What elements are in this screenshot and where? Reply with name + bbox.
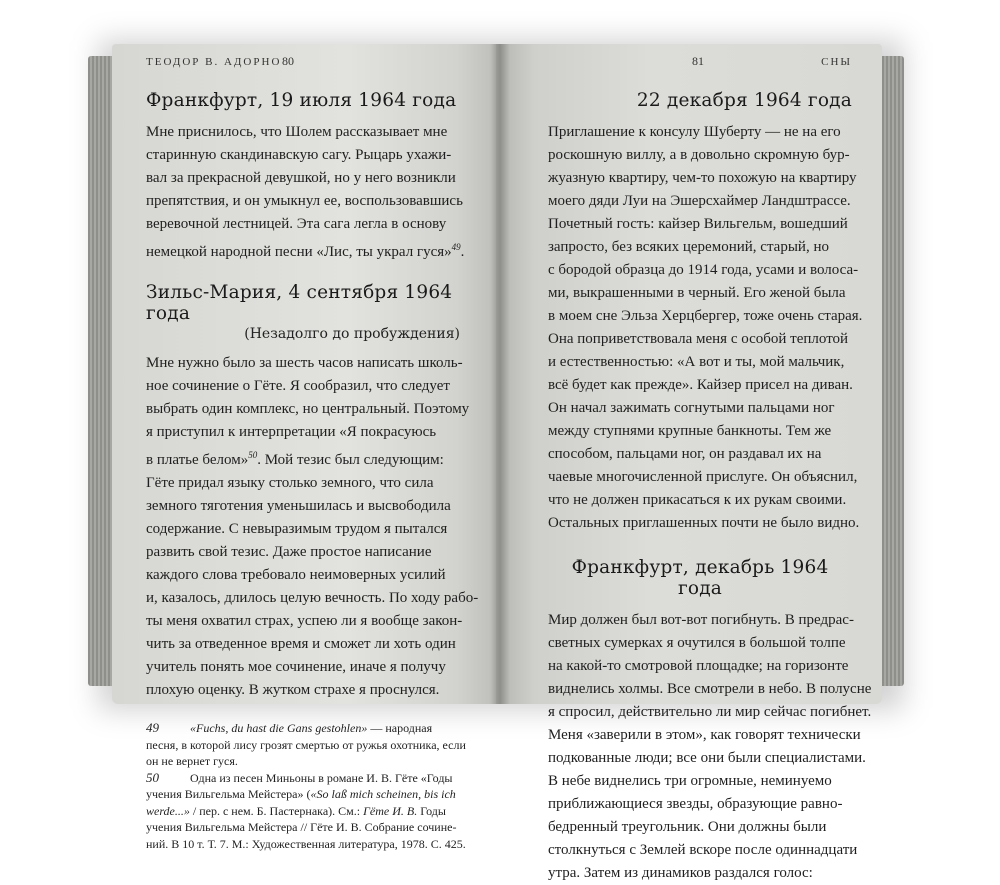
text-line: жуазную квартиру, чем-то похожую на квартиру (548, 170, 857, 186)
footnote-line: учения Вильгельма Мейстера // Гёте И. В. Собрание сочине- (146, 820, 457, 834)
text-line: подкованные люди; все они были специалистами. (548, 750, 866, 766)
section-heading-frankfurt-july: Франкфурт, 19 июля 1964 года (146, 90, 457, 111)
text-line: Приглашение к консулу Шуберту — не на его (548, 124, 841, 140)
text-line: Остальных приглашенных почти не было видно. (548, 515, 860, 531)
footnote-author: Гёте И. В. (363, 803, 418, 818)
text-line: роскошную виллу, а в довольно скромную бур- (548, 147, 850, 163)
text-fragment: немецкой народной песни «Лис, ты украл гуся» (146, 244, 452, 260)
footnote-title: «Fuchs, du hast die Gans gestohlen» (190, 721, 368, 735)
text-line: веревочной лестницей. Эта сага легла в основу (146, 216, 447, 232)
text-line: Он начал зажимать согнутыми пальцами ног (548, 400, 835, 416)
text-line: и естественностью: «А вот и ты, мой мальчик, (548, 354, 845, 370)
footnote-line: ний. В 10 т. Т. 7. М.: Художественная литература, 1978. С. 425. (146, 836, 466, 851)
footnote-49 (146, 720, 470, 737)
left-running-head (146, 54, 470, 76)
right-page (496, 44, 882, 881)
footnote-number: 50 (146, 769, 159, 785)
text-line-with-ref (146, 444, 470, 472)
footnote-text: Одна из песен Миньоны в романе И. В. Гёте «Годы (190, 770, 453, 785)
text-line: Меня «заверили в этом», как говорят технически (548, 727, 861, 743)
text-line: столкнуться с Землей вскоре после одиннадцати (548, 842, 858, 858)
text-line: препятствия, и он умыкнул ее, воспользовавшись (146, 193, 463, 209)
text-fragment: . Мой тезис был следующим: (257, 452, 444, 468)
book-gutter-shadow (490, 44, 510, 704)
text-line: чаевые многочисленной прислуге. Он объяснил, (548, 469, 858, 485)
text-line: на какой-то смотровой площадке; на горизонте (548, 658, 849, 674)
text-line: Мне приснилось, что Шолем рассказывает мне (146, 124, 448, 140)
text-line: старинную скандинавскую сагу. Рыцарь ухажи- (146, 147, 452, 163)
footnote-title: «So laß mich scheinen, bis ich (310, 787, 456, 801)
section-body-december-22 (548, 121, 863, 535)
text-line: ты меня охватил страх, успею ли я вообще закон- (146, 613, 463, 629)
footnote-text: — народная (367, 721, 433, 735)
text-line: каждого слова требовало неимоверных усилий (146, 567, 446, 583)
footnote-text: Годы (417, 803, 446, 818)
text-line: чить за отведенное время и сможет ли хоть один (146, 636, 456, 652)
text-line: содержание. С невыразимым трудом я пытался (146, 521, 448, 537)
footnote-line: песня, в которой лису грозят смертью от ружья охотника, если (146, 737, 466, 752)
text-line: с бородой образца до 1914 года, усами и волоса- (548, 262, 859, 278)
text-line: ми, выкрашенными в черный. Его женой была (548, 285, 846, 301)
footnote-line (146, 803, 470, 820)
text-line: что не должен прикасаться к их рукам своими. (548, 492, 847, 508)
running-head-author: ТЕОДОР В. АДОРНО (146, 56, 282, 68)
text-line: способом, пальцами ног, он раздавал их на (548, 446, 822, 462)
text-line: всё будет как прежде». Кайзер присел на диван. (548, 377, 853, 393)
text-line: учитель понять мое сочинение, иначе я получу (146, 659, 446, 675)
footnote-50 (146, 770, 470, 787)
text-line: Почетный гость: кайзер Вильгельм, вошедший (548, 216, 848, 232)
text-line: земного тяготения уменьшилась и высвободила (146, 498, 451, 514)
text-line-with-ref: немецкой народной песни «Лис, ты украл гуся»$^{49}$. (146, 242, 465, 260)
right-running-head (548, 54, 852, 76)
section-heading-sils-maria: Зильс-Мария, 4 сентября 1964 года (146, 282, 453, 324)
text-line: Гёте придал языку столько земного, что сила (146, 475, 434, 491)
left-page-edges (88, 56, 114, 686)
text-line: виднелись холмы. Все смотрели в небо. В полусне (548, 681, 872, 697)
text-line: Она поприветствовала меня с особой теплотой (548, 331, 849, 347)
footnote-ref-49[interactable]: 49 (451, 242, 461, 252)
text-line: в моем сне Эльза Херцбергер, тоже очень старая. (548, 308, 863, 324)
footnotes (146, 720, 470, 852)
text-line: я спросил, действительно ли мир сейчас погибнет. (548, 704, 872, 720)
footnote-line: он не вернет гуся. (146, 754, 238, 768)
footnote-ref-50[interactable]: 50 (248, 450, 258, 460)
section-heading-frankfurt-december: Франкфурт, декабрь 1964 года (571, 557, 829, 599)
text-line: приближающиеся звезды, образующие равно- (548, 796, 843, 812)
section-subheading: (Незадолго до пробуждения) (244, 326, 460, 342)
text-line: Мне нужно было за шесть часов написать школь- (146, 355, 463, 371)
page-number-left: 80 (282, 54, 294, 68)
text-line: Мир должен был вот-вот погибнуть. В предрас- (548, 612, 854, 628)
footnote-text: учения Вильгельма Мейстера» ( (146, 787, 311, 801)
text-line: светных сумерках я очутился в большой толпе (548, 635, 846, 651)
section-body-frankfurt-december (548, 609, 872, 885)
text-line: и, казалось, длилось целую вечность. По ходу рабо- (146, 590, 479, 606)
footnote-text: / пер. с нем. Б. Пастернака). См.: (189, 803, 364, 818)
text-line: развить свой тезис. Даже простое написание (146, 544, 432, 560)
text-line: ное сочинение о Гёте. Я сообразил, что следует (146, 378, 450, 394)
text-line: выбрать один комплекс, но центральный. Поэтому (146, 401, 470, 417)
footnote-number: 49 (146, 720, 159, 735)
text-line: бедренный треугольник. Они должны были (548, 819, 827, 835)
text-line: я приступил к интерпретации «Я покрасуюсь (146, 424, 437, 440)
section-body-frankfurt-july (146, 121, 470, 264)
text-line: моего дяди Луи на Эшерсхаймер Ландштрассе. (548, 193, 851, 209)
text-line: В небе виднелись три огромные, неминуемо (548, 773, 832, 789)
text-line: плохую оценку. В жутком страхе я проснулся. (146, 682, 440, 698)
text-fragment: в платье белом» (146, 452, 249, 468)
running-head-section: СНЫ (821, 56, 852, 68)
section-heading-december-22: 22 декабря 1964 года (636, 90, 852, 111)
left-page (112, 44, 504, 851)
text-line: утра. Затем из динамиков раздался голос: (548, 865, 813, 881)
text-line: вал за прекрасной девушкой, но у него возникли (146, 170, 456, 186)
text-line: запросто, без всяких церемоний, старый, но (548, 239, 829, 255)
footnote-title: werde...» (146, 803, 190, 818)
text-line: между ступнями крупные банкноты. Тем же (548, 423, 832, 439)
page-number-right: 81 (692, 54, 704, 68)
section-body-sils-maria (146, 352, 479, 702)
footnote-line (146, 786, 470, 803)
